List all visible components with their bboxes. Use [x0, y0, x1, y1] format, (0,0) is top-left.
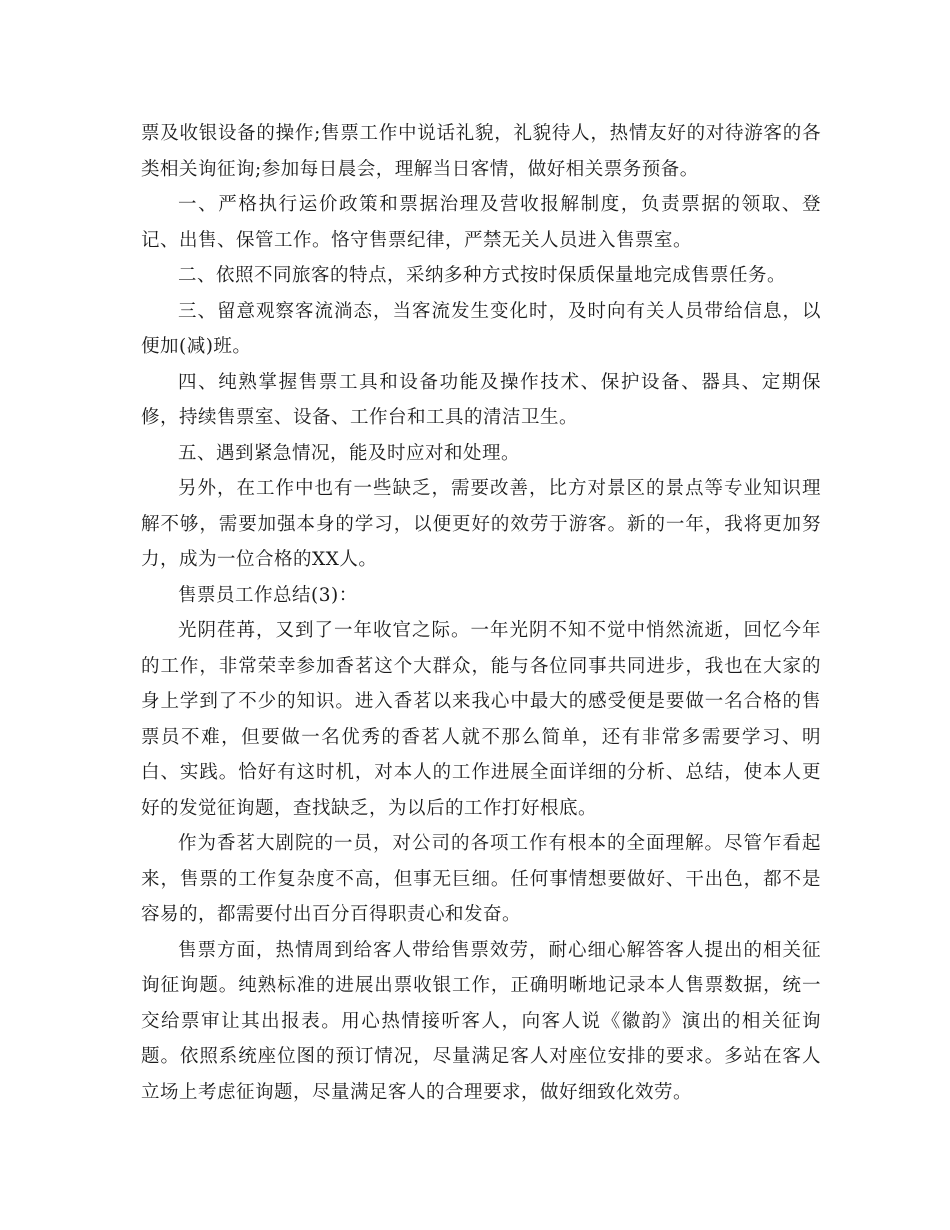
document-body — [141, 116, 821, 1110]
section-heading: 售票员工作总结(3)： — [178, 584, 358, 606]
paragraph-1: 票及收银设备的操作;售票工作中说话礼貌，礼貌待人，热情友好的对待游客的各类相关询征询;参加每日晨会，理解当日客情，做好相关票务预备。 — [141, 123, 821, 180]
paragraph-11: 售票方面，热情周到给客人带给售票效劳，耐心细心解答客人提出的相关征询征询题。纯熟标准的进展出票收银工作，正确明晰地记录本人售票数据，统一交给票审让其出报表。用心热情接听客人，向客人说《徽韵》演出的相关征询题。依照系统座位图的预订情况，尽量满足客人对座位安排的要求。多站在客人立场上考虑征询题，尽量满足客人的合理要求，做好细致化效劳。 — [141, 939, 821, 1103]
paragraph-7: 另外，在工作中也有一些缺乏，需要改善，比方对景区的景点等专业知识理解不够，需要加强本身的学习，以便更好的效劳于游客。新的一年，我将更加努力，成为一位合格的XX人。 — [141, 478, 821, 570]
paragraph-3: 二、依照不同旅客的特点，采纳多种方式按时保质保量地完成售票任务。 — [178, 265, 787, 286]
paragraph-6: 五、遇到紧急情况，能及时应对和处理。 — [178, 442, 521, 464]
paragraph-10: 作为香茗大剧院的一员，对公司的各项工作有根本的全面理解。尽管乍看起来，售票的工作复杂度不高，但事无巨细。任何事情想要做好、干出色，都不是容易的，都需要付出百分百得职责心和发奋。 — [141, 833, 821, 925]
paragraph-2: 一、严格执行运价政策和票据治理及营收报解制度，负责票据的领取、登记、出售、保管工作。恪守售票纪律，严禁无关人员进入售票室。 — [141, 194, 821, 251]
paragraph-9: 光阴荏苒，又到了一年收官之际。一年光阴不知不觉中悄然流逝，回忆今年的工作，非常荣幸参加香茗这个大群众，能与各位同事共同进步，我也在大家的身上学到了不少的知识。进入香茗以来我心中最大的感受便是要做一名合格的售票员不难，但要做一名优秀的香茗人就不那么简单，还有非常多需要学习、明白、实践。恰好有这时机，对本人的工作进展全面详细的分析、总结，使本人更好的发觉征询题，查找缺乏，为以后的工作打好根底。 — [141, 620, 821, 819]
paragraph-4: 三、留意观察客流淌态，当客流发生变化时，及时向有关人员带给信息，以便加(减)班。 — [141, 300, 821, 357]
paragraph-5: 四、纯熟掌握售票工具和设备功能及操作技术、保护设备、器具、定期保修，持续售票室、设备、工作台和工具的清洁卫生。 — [141, 371, 821, 428]
